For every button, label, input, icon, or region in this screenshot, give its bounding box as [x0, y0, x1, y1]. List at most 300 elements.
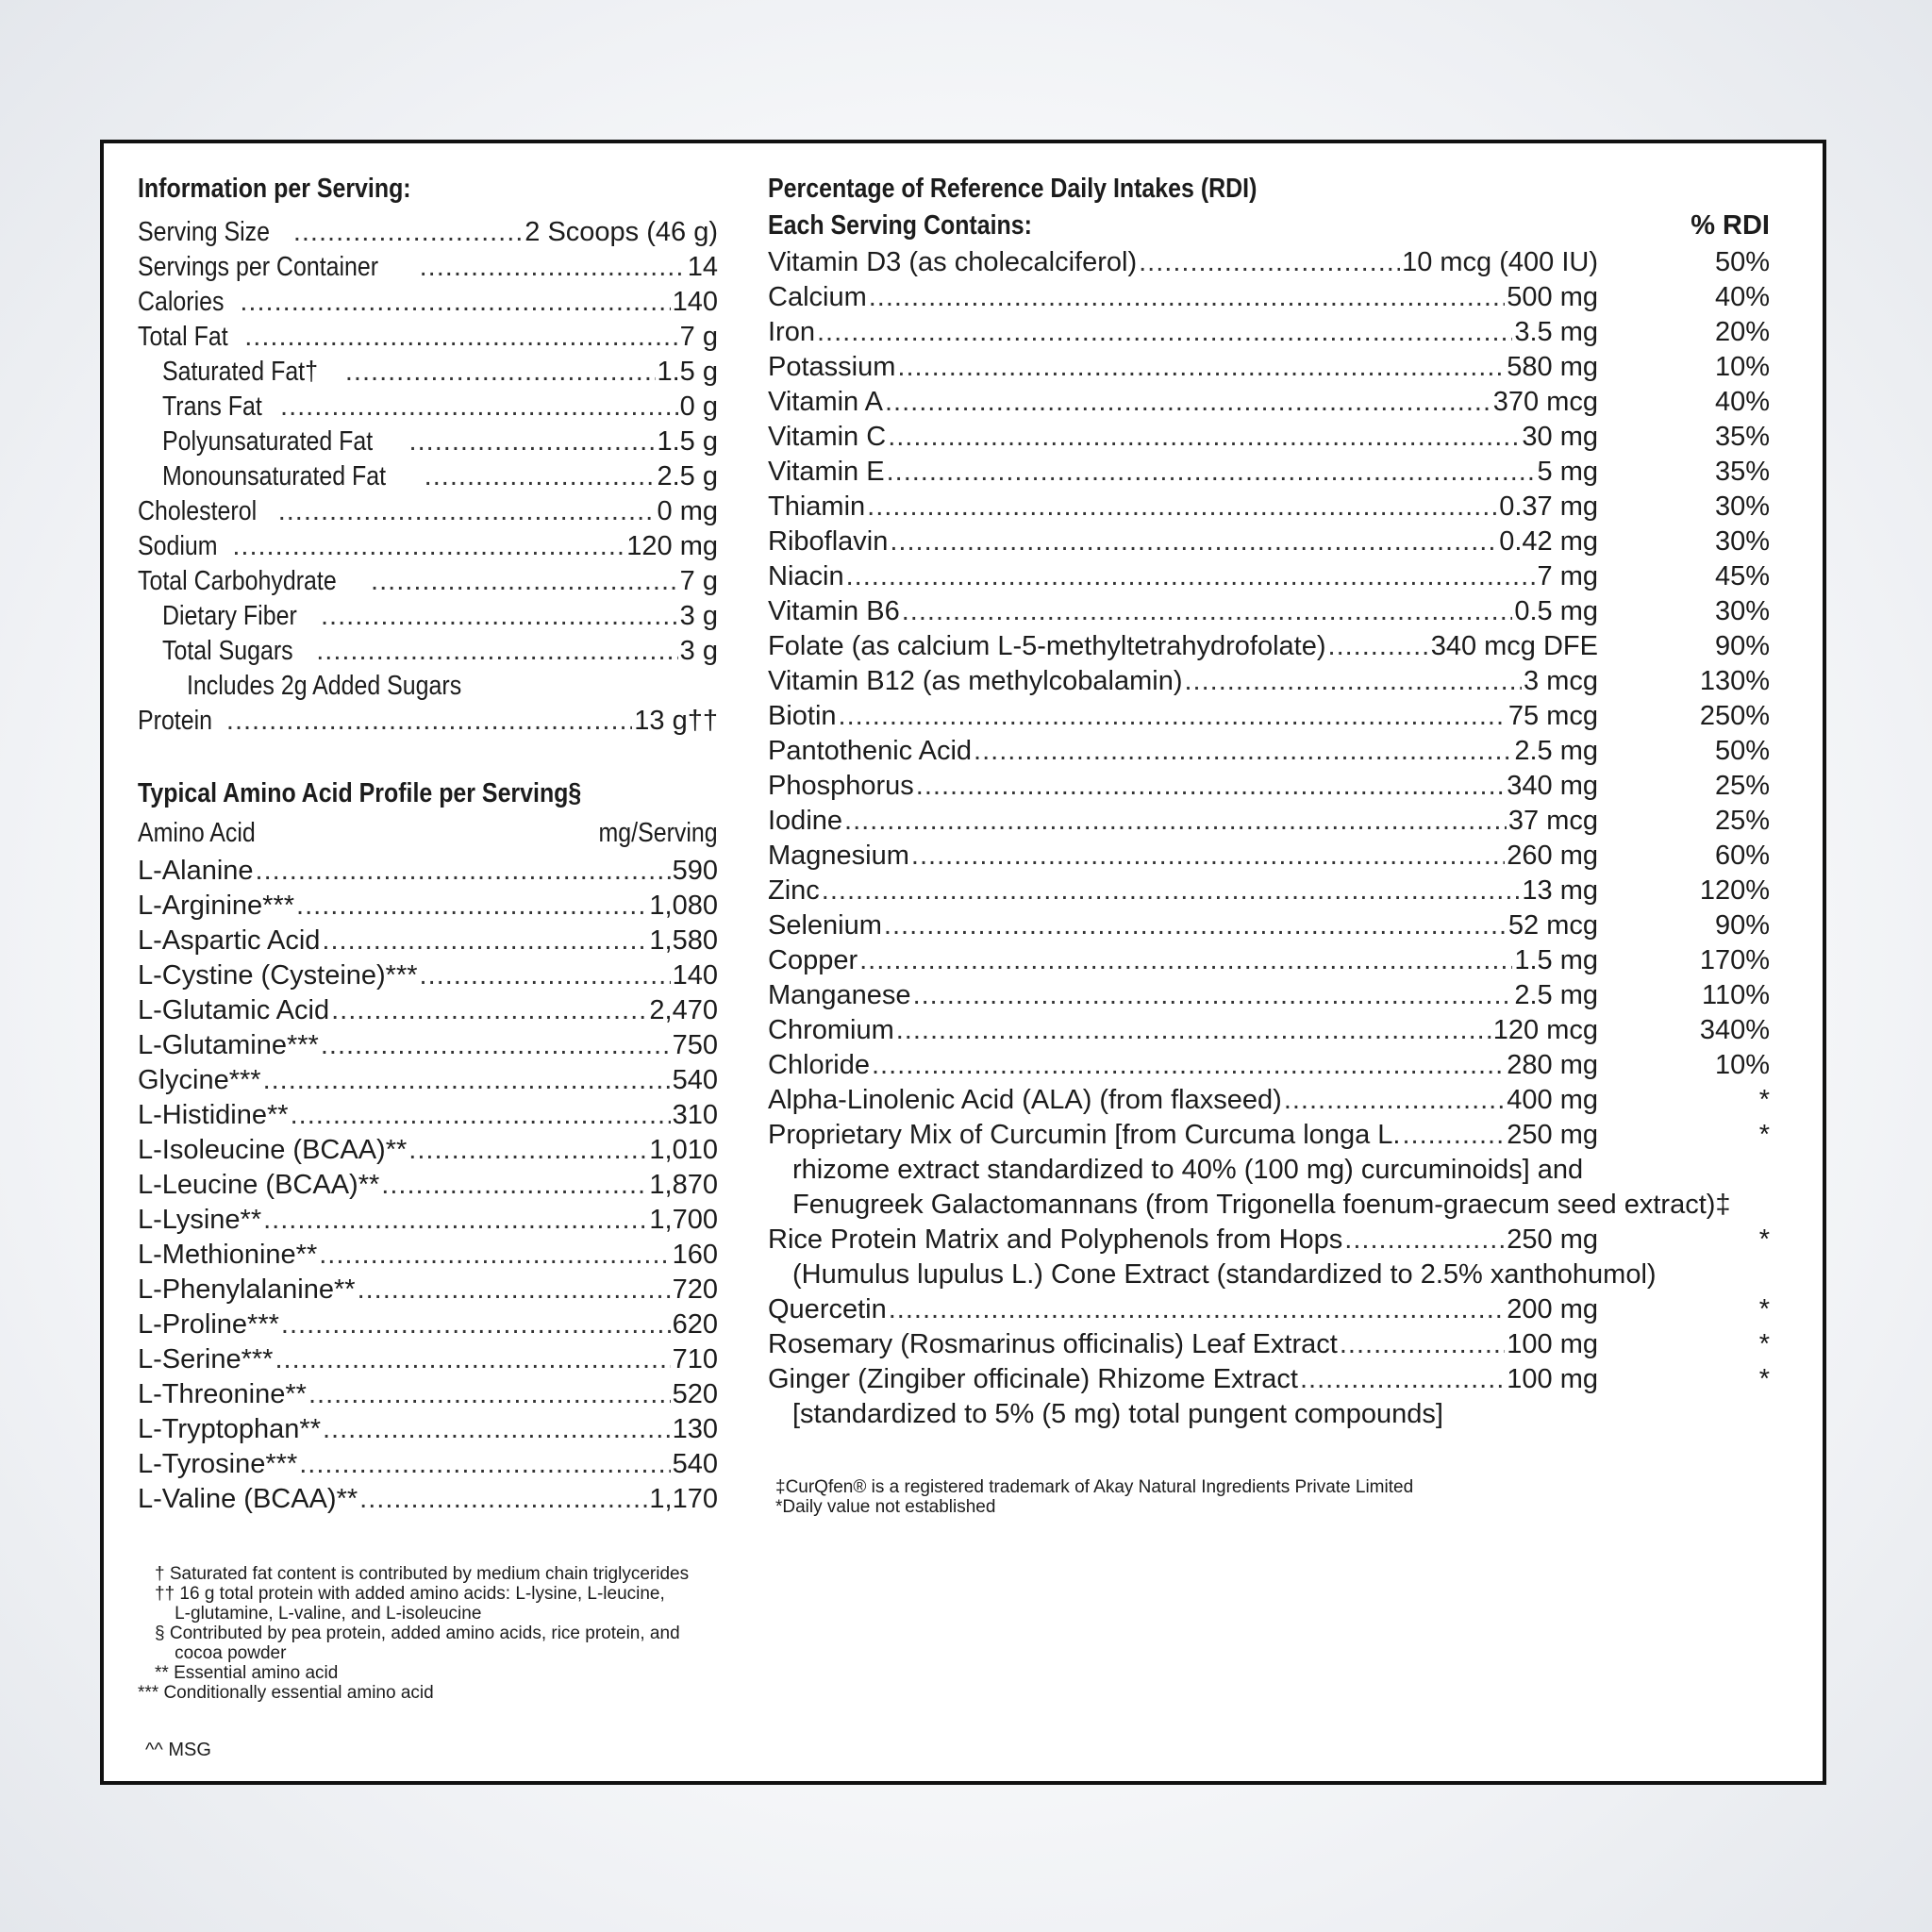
rdi-row [768, 629, 1770, 664]
nutrient-amount: 0.37 mg [1499, 491, 1598, 522]
nutrient-rdi: 25% [1714, 771, 1770, 801]
nutrient-amount: 0.5 mg [1514, 596, 1598, 626]
nutrient-label: Proprietary Mix of Curcumin [from Curcuma longa L. [768, 1120, 1401, 1150]
nutrient-rdi: 60% [1714, 841, 1770, 871]
footnote: *Daily value not established [775, 1497, 996, 1517]
rdi-row [768, 839, 1770, 874]
info-row [138, 459, 718, 494]
amino-label: L-Glutamine*** [138, 1030, 319, 1060]
nutrient-label: Niacin [768, 561, 844, 591]
footnote: ‡CurQfen® is a registered trademark of Akay Natural Ingredients Private Limited [775, 1477, 1414, 1497]
dot-leader [420, 958, 671, 993]
amino-row [138, 993, 718, 1028]
nutrient-rdi: 10% [1714, 352, 1770, 382]
nutrient-amount: 2.5 mg [1514, 980, 1598, 1010]
info-row [138, 704, 718, 739]
info-value: 140 [672, 287, 718, 317]
footnote: † Saturated fat content is contributed by medium chain triglycerides [155, 1564, 690, 1584]
dot-leader [409, 425, 656, 459]
rdi-row [768, 1083, 1770, 1118]
amino-label: L-Serine*** [138, 1344, 274, 1374]
left-column [138, 170, 718, 1703]
nutrient-label: Selenium [768, 910, 882, 941]
dot-leader [889, 1292, 1506, 1327]
dot-leader [887, 455, 1536, 490]
nutrient-rdi: 110% [1701, 980, 1770, 1010]
amino-row [138, 1063, 718, 1098]
dot-leader [308, 1377, 671, 1412]
supplement-facts-panel [100, 140, 1826, 1785]
dot-leader [280, 390, 678, 425]
nutrient-amount: 13 mg [1522, 875, 1598, 906]
rdi-row [768, 350, 1770, 385]
info-per-serving-heading: Information per Serving: [138, 174, 411, 204]
amino-value: 130 [672, 1414, 718, 1444]
dot-leader [319, 1238, 670, 1273]
nutrient-amount: 370 mcg [1492, 387, 1598, 417]
amino-label: Glycine*** [138, 1065, 261, 1095]
dot-leader [869, 280, 1506, 315]
dot-leader [1328, 629, 1429, 664]
info-row [138, 599, 718, 634]
dot-leader [888, 420, 1520, 455]
dot-leader [897, 350, 1505, 385]
nutrient-label: Magnesium [768, 841, 909, 871]
nutrient-continuation: (Humulus lupulus L.) Cone Extract (standardized to 2.5% xanthohumol) [792, 1259, 1657, 1290]
info-row [138, 564, 718, 599]
rdi-row [768, 420, 1770, 455]
nutrient-label: Iodine [768, 806, 843, 836]
rdi-row [768, 525, 1770, 559]
nutrient-amount: 10 mcg (400 IU) [1402, 247, 1598, 277]
nutrient-rdi: 130% [1699, 666, 1770, 696]
info-per-serving-list [138, 215, 718, 739]
info-value: 120 mg [626, 531, 718, 561]
dot-leader [323, 1412, 671, 1447]
rdi-title: Percentage of Reference Daily Intakes (RDI) [768, 174, 1257, 204]
amino-row [138, 1447, 718, 1482]
amino-label: L-Tryptophan** [138, 1414, 321, 1444]
amino-row [138, 1412, 718, 1447]
nutrient-continuation: Fenugreek Galactomannans (from Trigonella foenum-graecum seed extract)‡ [792, 1190, 1731, 1220]
nutrient-amount: 340 mg [1507, 771, 1598, 801]
dot-leader [226, 704, 632, 739]
nutrient-label: Rice Protein Matrix and Polyphenols from Hops [768, 1224, 1343, 1255]
info-label: Trans Fat [162, 391, 262, 422]
dot-leader [974, 734, 1512, 769]
nutrient-label: Zinc [768, 875, 820, 906]
info-value: 0 g [679, 391, 718, 422]
nutrient-amount: 30 mg [1522, 422, 1598, 452]
nutrient-rdi: 90% [1714, 910, 1770, 941]
rdi-row [768, 1118, 1770, 1153]
rdi-row [768, 978, 1770, 1013]
footnote: cocoa powder [155, 1643, 287, 1663]
amino-label: L-Arginine*** [138, 891, 295, 921]
msg-note: ^^ MSG [145, 1740, 211, 1760]
amino-value: 1,080 [649, 891, 718, 921]
rdi-row [768, 734, 1770, 769]
dot-leader [240, 285, 670, 320]
nutrient-rdi: 35% [1714, 457, 1770, 487]
footnote: L-glutamine, L-valine, and L-isoleucine [155, 1604, 482, 1624]
dot-leader [232, 529, 625, 564]
nutrient-rdi: * [1758, 1329, 1770, 1359]
dot-leader [867, 490, 1497, 525]
amino-label: L-Tyrosine*** [138, 1449, 298, 1479]
dot-leader [822, 874, 1521, 908]
amino-value: 140 [672, 960, 718, 991]
dot-leader [345, 355, 656, 390]
amino-column-unit: mg/Serving [598, 818, 718, 848]
amino-label: L-Leucine (BCAA)** [138, 1170, 380, 1200]
info-value: 1.5 g [657, 426, 718, 457]
dot-leader [299, 1447, 670, 1482]
rdi-row [768, 1327, 1770, 1362]
amino-value: 590 [672, 856, 718, 886]
dot-leader [890, 525, 1497, 559]
dot-leader [902, 594, 1513, 629]
info-label: Monounsaturated Fat [162, 461, 387, 491]
info-label: Includes 2g Added Sugars [187, 671, 462, 701]
nutrient-amount: 2.5 mg [1514, 736, 1598, 766]
nutrient-label: Pantothenic Acid [768, 736, 973, 766]
right-column [768, 170, 1770, 1517]
info-label: Dietary Fiber [162, 601, 297, 631]
nutrient-label: Vitamin E [768, 457, 885, 487]
amino-label: L-Phenylalanine** [138, 1274, 356, 1305]
dot-leader [896, 1013, 1491, 1048]
dot-leader [293, 215, 523, 250]
info-label: Servings per Container [138, 252, 379, 282]
amino-value: 1,010 [649, 1135, 718, 1165]
dot-leader [859, 943, 1512, 978]
dot-leader [420, 250, 686, 285]
dot-leader [817, 315, 1512, 350]
nutrient-rdi: 90% [1714, 631, 1770, 661]
footnote: § Contributed by pea protein, added amino acids, rice protein, and [155, 1624, 680, 1643]
dot-leader [321, 599, 678, 634]
dot-leader [381, 1168, 647, 1203]
dot-leader [1344, 1223, 1505, 1257]
rdi-row [768, 245, 1770, 280]
nutrient-amount: 120 mcg [1492, 1015, 1598, 1045]
nutrient-label: Chloride [768, 1050, 870, 1080]
nutrient-rdi: 30% [1714, 596, 1770, 626]
rdi-row [768, 908, 1770, 943]
dot-leader [371, 564, 678, 599]
nutrient-label: Folate (as calcium L-5-methyltetrahydrofolate) [768, 631, 1326, 661]
nutrient-amount: 3.5 mg [1514, 317, 1598, 347]
dot-leader [1340, 1327, 1505, 1362]
nutrient-rdi: 20% [1714, 317, 1770, 347]
amino-row [138, 1133, 718, 1168]
nutrient-amount: 1.5 mg [1514, 945, 1598, 975]
amino-row [138, 1377, 718, 1412]
amino-value: 750 [672, 1030, 718, 1060]
amino-value: 520 [672, 1379, 718, 1409]
amino-label: L-Alanine [138, 856, 254, 886]
info-row [138, 250, 718, 285]
amino-value: 2,470 [649, 995, 718, 1025]
rdi-row [768, 769, 1770, 804]
info-label: Protein [138, 706, 213, 736]
info-row [138, 390, 718, 425]
nutrient-rdi: 40% [1714, 387, 1770, 417]
nutrient-amount: 75 mcg [1507, 701, 1598, 731]
amino-label: L-Aspartic Acid [138, 925, 321, 956]
nutrient-rdi: 25% [1714, 806, 1770, 836]
dot-leader [884, 908, 1507, 943]
rdi-row [768, 455, 1770, 490]
info-row [138, 355, 718, 390]
nutrient-label: Iron [768, 317, 815, 347]
nutrient-label: Vitamin A [768, 387, 883, 417]
info-label: Calories [138, 287, 225, 317]
amino-label: L-Threonine** [138, 1379, 307, 1409]
nutrient-label: Vitamin C [768, 422, 887, 452]
info-label: Saturated Fat† [162, 357, 318, 387]
amino-row [138, 854, 718, 889]
nutrient-rdi: 35% [1714, 422, 1770, 452]
amino-value: 160 [672, 1240, 718, 1270]
amino-value: 1,870 [649, 1170, 718, 1200]
info-row [138, 494, 718, 529]
rdi-list [768, 245, 1770, 1432]
amino-value: 1,700 [649, 1205, 718, 1235]
rdi-row [768, 874, 1770, 908]
nutrient-rdi: 250% [1699, 701, 1770, 731]
info-row [138, 320, 718, 355]
amino-value: 1,580 [649, 925, 718, 956]
rdi-row [768, 385, 1770, 420]
info-row [138, 529, 718, 564]
nutrient-label: Rosemary (Rosmarinus officinalis) Leaf Extract [768, 1329, 1338, 1359]
dot-leader [839, 699, 1507, 734]
footnote: ** Essential amino acid [155, 1663, 339, 1683]
amino-label: L-Isoleucine (BCAA)** [138, 1135, 408, 1165]
nutrient-amount: 100 mg [1507, 1364, 1598, 1394]
amino-value: 720 [672, 1274, 718, 1305]
rdi-row [768, 1362, 1770, 1397]
info-value: 7 g [679, 322, 718, 352]
info-row [138, 634, 718, 669]
rdi-subtitle: Each Serving Contains: [768, 210, 1032, 241]
rdi-row [768, 804, 1770, 839]
amino-value: 540 [672, 1449, 718, 1479]
nutrient-label: Phosphorus [768, 771, 914, 801]
nutrient-amount: 260 mg [1507, 841, 1598, 871]
info-row [138, 285, 718, 320]
nutrient-rdi: 30% [1714, 526, 1770, 557]
nutrient-amount: 3 mcg [1524, 666, 1598, 696]
dot-leader [281, 1307, 671, 1342]
dot-leader [358, 1273, 671, 1307]
amino-row [138, 1098, 718, 1133]
nutrient-rdi: * [1758, 1120, 1770, 1150]
rdi-row [768, 943, 1770, 978]
info-label: Total Fat [138, 322, 228, 352]
amino-label: L-Glutamic Acid [138, 995, 330, 1025]
nutrient-amount: 100 mg [1507, 1329, 1598, 1359]
right-footnotes [775, 1477, 1413, 1517]
dot-leader [331, 993, 647, 1028]
nutrient-label: Vitamin D3 (as cholecalciferol) [768, 247, 1138, 277]
amino-label: L-Valine (BCAA)** [138, 1484, 358, 1514]
info-label: Sodium [138, 531, 218, 561]
dot-leader [844, 804, 1507, 839]
rdi-row [768, 559, 1770, 594]
nutrient-rdi: 50% [1714, 736, 1770, 766]
nutrient-amount: 280 mg [1507, 1050, 1598, 1080]
nutrient-label: Biotin [768, 701, 837, 731]
dot-leader [296, 889, 647, 924]
footnote: †† 16 g total protein with added amino acids: L-lysine, L-leucine, [155, 1584, 665, 1604]
footnote: *** Conditionally essential amino acid [138, 1683, 434, 1703]
dot-leader [263, 1203, 647, 1238]
nutrient-rdi: 50% [1714, 247, 1770, 277]
amino-row [138, 958, 718, 993]
dot-leader [256, 854, 671, 889]
info-label: Polyunsaturated Fat [162, 426, 374, 457]
amino-profile-heading: Typical Amino Acid Profile per Serving§ [138, 778, 582, 808]
nutrient-rdi: * [1758, 1224, 1770, 1255]
nutrient-amount: 400 mg [1507, 1085, 1598, 1115]
dot-leader [911, 839, 1505, 874]
rdi-row [768, 664, 1770, 699]
nutrient-rdi: * [1758, 1085, 1770, 1115]
amino-label: L-Proline*** [138, 1309, 279, 1340]
dot-leader [1402, 1118, 1505, 1153]
nutrient-rdi: 340% [1699, 1015, 1770, 1045]
nutrient-rdi: 120% [1699, 875, 1770, 906]
rdi-row [768, 490, 1770, 525]
nutrient-label: Ginger (Zingiber officinale) Rhizome Extract [768, 1364, 1298, 1394]
info-label: Cholesterol [138, 496, 258, 526]
info-row [138, 215, 718, 250]
amino-row [138, 889, 718, 924]
info-value: 3 g [679, 636, 718, 666]
info-row [138, 669, 718, 704]
amino-row [138, 924, 718, 958]
amino-label: L-Lysine** [138, 1205, 262, 1235]
amino-column-header [138, 812, 718, 854]
nutrient-amount: 37 mcg [1507, 806, 1598, 836]
info-value: 7 g [679, 566, 718, 596]
info-value: 2 Scoops (46 g) [525, 217, 718, 247]
rdi-row [768, 1223, 1770, 1257]
info-value: 3 g [679, 601, 718, 631]
dot-leader [913, 978, 1513, 1013]
dot-leader [885, 385, 1491, 420]
dot-leader [916, 769, 1505, 804]
nutrient-label: Calcium [768, 282, 867, 312]
amino-row [138, 1238, 718, 1273]
dot-leader [263, 1063, 671, 1098]
left-footnotes [138, 1564, 689, 1703]
amino-label: L-Cystine (Cysteine)*** [138, 960, 418, 991]
dot-leader [1300, 1362, 1505, 1397]
nutrient-rdi: * [1758, 1364, 1770, 1394]
nutrient-rdi: * [1758, 1294, 1770, 1324]
nutrient-label: Riboflavin [768, 526, 889, 557]
dot-leader [1139, 245, 1400, 280]
nutrient-amount: 0.42 mg [1499, 526, 1598, 557]
amino-row [138, 1273, 718, 1307]
dot-leader [316, 634, 677, 669]
rdi-row [768, 280, 1770, 315]
dot-leader [244, 320, 677, 355]
nutrient-label: Potassium [768, 352, 896, 382]
rdi-row [768, 315, 1770, 350]
info-value: 2.5 g [657, 461, 718, 491]
info-value: 14 [687, 252, 718, 282]
nutrient-amount: 52 mcg [1507, 910, 1598, 941]
amino-row [138, 1342, 718, 1377]
nutrient-rdi: 30% [1714, 491, 1770, 522]
rdi-row [768, 1013, 1770, 1048]
amino-value: 710 [672, 1344, 718, 1374]
dot-leader [275, 1342, 670, 1377]
info-label: Total Carbohydrate [138, 566, 337, 596]
amino-label: L-Methionine** [138, 1240, 318, 1270]
amino-column-label: Amino Acid [138, 818, 256, 848]
amino-row [138, 1028, 718, 1063]
dot-leader [291, 1098, 671, 1133]
nutrient-label: Quercetin [768, 1294, 887, 1324]
nutrient-amount: 200 mg [1507, 1294, 1598, 1324]
dot-leader [322, 924, 647, 958]
info-value: 1.5 g [657, 357, 718, 387]
rdi-row [768, 1292, 1770, 1327]
dot-leader [425, 459, 656, 494]
nutrient-label: Copper [768, 945, 858, 975]
rdi-row [768, 699, 1770, 734]
nutrient-amount: 250 mg [1507, 1224, 1598, 1255]
dot-leader [846, 559, 1536, 594]
amino-row [138, 1482, 718, 1517]
amino-value: 1,170 [649, 1484, 718, 1514]
amino-row [138, 1168, 718, 1203]
nutrient-amount: 5 mg [1537, 457, 1598, 487]
nutrient-amount: 580 mg [1507, 352, 1598, 382]
nutrient-label: Alpha-Linolenic Acid (ALA) (from flaxseed) [768, 1085, 1282, 1115]
nutrient-amount: 340 mcg DFE [1430, 631, 1598, 661]
dot-leader [408, 1133, 647, 1168]
nutrient-continuation: [standardized to 5% (5 mg) total pungent compounds] [792, 1399, 1443, 1429]
amino-row [138, 1307, 718, 1342]
nutrient-amount: 500 mg [1507, 282, 1598, 312]
info-row [138, 425, 718, 459]
info-value: 0 mg [657, 496, 718, 526]
dot-leader [1284, 1083, 1505, 1118]
info-label: Total Sugars [162, 636, 293, 666]
rdi-row [768, 594, 1770, 629]
amino-value: 310 [672, 1100, 718, 1130]
nutrient-rdi: 40% [1714, 282, 1770, 312]
nutrient-label: Thiamin [768, 491, 866, 522]
info-value: 13 g†† [634, 706, 718, 736]
nutrient-amount: 7 mg [1537, 561, 1598, 591]
nutrient-label: Vitamin B6 [768, 596, 900, 626]
dot-leader [1185, 664, 1523, 699]
dot-leader [359, 1482, 647, 1517]
dot-leader [321, 1028, 671, 1063]
nutrient-label: Chromium [768, 1015, 894, 1045]
nutrient-label: Vitamin B12 (as methylcobalamin) [768, 666, 1183, 696]
info-label: Serving Size [138, 217, 271, 247]
amino-value: 620 [672, 1309, 718, 1340]
